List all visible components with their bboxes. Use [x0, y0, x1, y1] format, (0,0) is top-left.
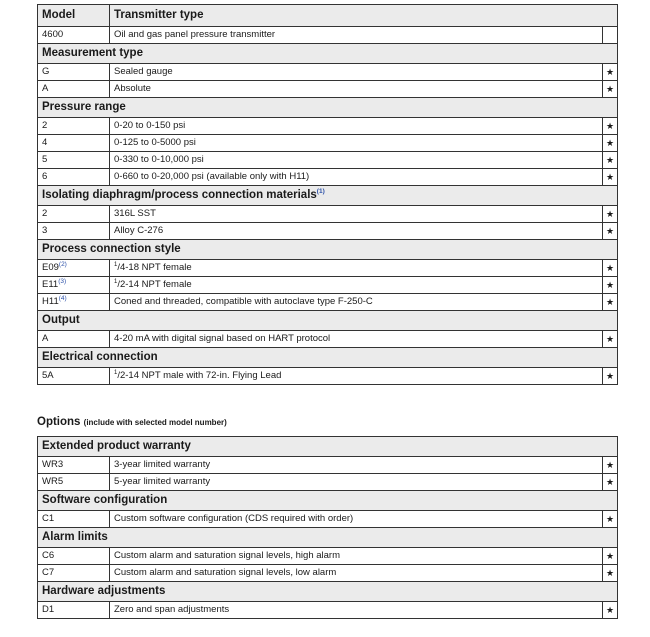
table-row	[38, 223, 618, 240]
header-transmitter-type: Transmitter type	[110, 5, 618, 27]
star-icon: ★	[602, 81, 617, 98]
row-desc-cell	[110, 368, 603, 385]
section-header	[38, 528, 618, 548]
section-title-cell	[38, 186, 618, 206]
section-header	[38, 44, 618, 64]
table-row	[38, 474, 618, 491]
table-header-row	[38, 5, 618, 27]
section-header	[38, 240, 618, 260]
fraction-numerator: 1	[114, 278, 118, 285]
row-code-cell	[38, 294, 110, 311]
section-title: Software configuration	[38, 491, 618, 511]
footnote-ref: (2)	[58, 260, 67, 268]
star-icon: ★	[602, 64, 617, 81]
options-heading	[37, 416, 227, 428]
row-code: E09	[42, 262, 59, 273]
table-row	[38, 368, 618, 385]
row-code: WR3	[38, 457, 110, 474]
row-code: C1	[38, 511, 110, 528]
star-icon: ★	[602, 260, 617, 277]
star-icon: ★	[602, 135, 617, 152]
star-icon: ★	[602, 277, 617, 294]
row-code: A	[38, 331, 110, 348]
row-desc: /4-18 NPT female	[117, 262, 192, 273]
star-icon: ★	[602, 602, 617, 619]
footnote-ref: (1)	[316, 188, 325, 196]
row-desc: 0-330 to 0-10,000 psi	[110, 152, 603, 169]
row-code-cell	[38, 260, 110, 277]
section-title: Hardware adjustments	[38, 582, 618, 602]
row-code: E11	[42, 279, 59, 290]
row-code: 5	[38, 152, 110, 169]
table-row	[38, 511, 618, 528]
row-code: A	[38, 81, 110, 98]
section-title: Output	[38, 311, 618, 331]
row-code: 2	[38, 118, 110, 135]
options-subtitle: (include with selected model number)	[83, 418, 227, 427]
options-table	[37, 436, 618, 619]
row-desc: /2-14 NPT female	[117, 279, 192, 290]
row-star-cell	[602, 27, 617, 44]
section-title: Electrical connection	[38, 348, 618, 368]
row-code: C6	[38, 548, 110, 565]
section-title: Extended product warranty	[38, 437, 618, 457]
row-desc: 4-20 mA with digital signal based on HART protocol	[110, 331, 603, 348]
header-model: Model	[38, 5, 110, 27]
star-icon: ★	[602, 118, 617, 135]
row-desc: 5-year limited warranty	[110, 474, 603, 491]
table-row	[38, 135, 618, 152]
table-row	[38, 27, 618, 44]
table-row	[38, 81, 618, 98]
section-title: Pressure range	[38, 98, 618, 118]
row-code: H11	[42, 296, 59, 307]
row-desc: /2-14 NPT male with 72-in. Flying Lead	[117, 370, 282, 381]
row-code: G	[38, 64, 110, 81]
table-row	[38, 260, 618, 277]
row-desc: 316L SST	[110, 206, 603, 223]
row-desc: Custom alarm and saturation signal levels, high alarm	[110, 548, 603, 565]
star-icon: ★	[602, 294, 617, 311]
section-title: Isolating diaphragm/process connection materials	[42, 189, 317, 201]
fraction-numerator: 1	[114, 369, 118, 376]
row-desc: 3-year limited warranty	[110, 457, 603, 474]
fraction-numerator: 1	[114, 261, 118, 268]
star-icon: ★	[602, 152, 617, 169]
section-title: Measurement type	[38, 44, 618, 64]
star-icon: ★	[602, 511, 617, 528]
section-header	[38, 582, 618, 602]
row-code: 2	[38, 206, 110, 223]
row-desc-cell	[110, 260, 603, 277]
section-title: Alarm limits	[38, 528, 618, 548]
table-row	[38, 331, 618, 348]
row-desc: 0-125 to 0-5000 psi	[110, 135, 603, 152]
footnote-ref: (3)	[58, 277, 67, 285]
row-code: 4	[38, 135, 110, 152]
row-desc: Zero and span adjustments	[110, 602, 603, 619]
row-desc-cell	[110, 277, 603, 294]
row-desc: Oil and gas panel pressure transmitter	[110, 27, 603, 44]
row-desc: Coned and threaded, compatible with autoclave type F-250-C	[110, 294, 603, 311]
row-code: 5A	[38, 368, 110, 385]
star-icon: ★	[602, 368, 617, 385]
row-desc: Absolute	[110, 81, 603, 98]
star-icon: ★	[602, 223, 617, 240]
section-header	[38, 311, 618, 331]
row-desc: Alloy C-276	[110, 223, 603, 240]
star-icon: ★	[602, 548, 617, 565]
table-row	[38, 602, 618, 619]
table-row	[38, 206, 618, 223]
section-header	[38, 186, 618, 206]
row-code: 3	[38, 223, 110, 240]
star-icon: ★	[602, 474, 617, 491]
row-desc: Custom software configuration (CDS required with order)	[110, 511, 603, 528]
table-row	[38, 277, 618, 294]
table-row	[38, 64, 618, 81]
options-title: Options	[37, 416, 81, 428]
table-row	[38, 152, 618, 169]
model-table	[37, 4, 618, 385]
section-title: Process connection style	[38, 240, 618, 260]
section-header	[38, 348, 618, 368]
row-code: C7	[38, 565, 110, 582]
row-code: D1	[38, 602, 110, 619]
table-row	[38, 548, 618, 565]
row-desc: 0-660 to 0-20,000 psi (available only with H11)	[110, 169, 603, 186]
star-icon: ★	[602, 331, 617, 348]
row-desc: 0-20 to 0-150 psi	[110, 118, 603, 135]
row-desc: Custom alarm and saturation signal levels, low alarm	[110, 565, 603, 582]
table-row	[38, 294, 618, 311]
row-code: WR5	[38, 474, 110, 491]
star-icon: ★	[602, 169, 617, 186]
table-row	[38, 457, 618, 474]
star-icon: ★	[602, 565, 617, 582]
row-code: 6	[38, 169, 110, 186]
section-header	[38, 437, 618, 457]
table-row	[38, 565, 618, 582]
row-desc: Sealed gauge	[110, 64, 603, 81]
footnote-ref: (4)	[58, 294, 67, 302]
table-row	[38, 118, 618, 135]
table-row	[38, 169, 618, 186]
row-code-cell	[38, 277, 110, 294]
section-header	[38, 491, 618, 511]
star-icon: ★	[602, 206, 617, 223]
star-icon: ★	[602, 457, 617, 474]
section-header	[38, 98, 618, 118]
row-code: 4600	[38, 27, 110, 44]
